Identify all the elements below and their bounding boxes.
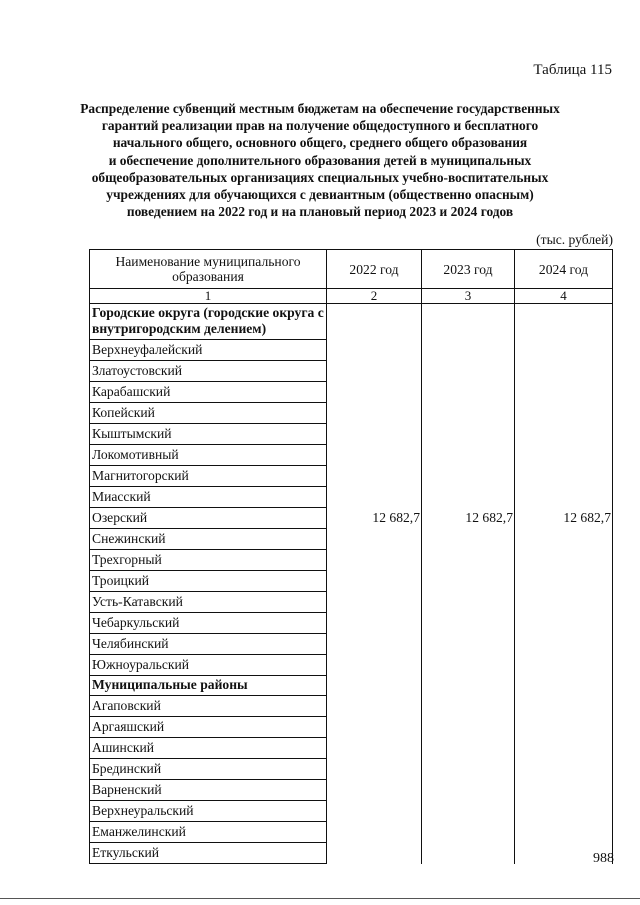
table-row bbox=[90, 759, 613, 780]
value-2022 bbox=[327, 696, 422, 717]
table-row bbox=[90, 445, 613, 466]
value-2024 bbox=[515, 634, 613, 655]
table-row bbox=[90, 655, 613, 676]
table-row bbox=[90, 738, 613, 759]
value-2022 bbox=[327, 759, 422, 780]
value-2022 bbox=[327, 571, 422, 592]
title-line: поведением на 2022 год и на плановый период 2023 и 2024 годов bbox=[126, 204, 514, 220]
table-row bbox=[90, 696, 613, 717]
column-number: 1 bbox=[90, 289, 327, 304]
value-2024 bbox=[515, 340, 613, 361]
title-line: Распределение субвенций местным бюджетам на обеспечение государственных bbox=[80, 101, 560, 116]
table-row bbox=[90, 529, 613, 550]
column-number: 2 bbox=[327, 289, 422, 304]
municipality-name: Южноуральский bbox=[90, 655, 327, 676]
value-2023 bbox=[422, 550, 515, 571]
header-row bbox=[90, 250, 613, 289]
value-2024 bbox=[515, 822, 613, 843]
municipality-name: Трехгорный bbox=[90, 550, 327, 571]
value-2023 bbox=[422, 382, 515, 403]
value-2022 bbox=[327, 738, 422, 759]
value-2023 bbox=[422, 676, 515, 696]
title-line: гарантий реализации прав на получение общедоступного и бесплатного bbox=[101, 118, 539, 134]
municipality-name: Еманжелинский bbox=[90, 822, 327, 843]
value-2023 bbox=[422, 780, 515, 801]
value-2022 bbox=[327, 550, 422, 571]
value-2023 bbox=[422, 424, 515, 445]
value-2023 bbox=[422, 822, 515, 843]
municipality-name: Брединский bbox=[90, 759, 327, 780]
table-label: Таблица 115 bbox=[533, 62, 612, 78]
value-2023 bbox=[422, 361, 515, 382]
value-2023 bbox=[422, 696, 515, 717]
value-2022: 12 682,7 bbox=[327, 508, 422, 529]
value-2022 bbox=[327, 801, 422, 822]
title-line: начального общего, основного общего, среднего общего образования bbox=[112, 135, 528, 151]
value-2022 bbox=[327, 466, 422, 487]
value-2024 bbox=[515, 529, 613, 550]
municipality-name: Локомотивный bbox=[90, 445, 327, 466]
municipality-name: Челябинский bbox=[90, 634, 327, 655]
value-2022 bbox=[327, 613, 422, 634]
value-2022 bbox=[327, 592, 422, 613]
table-row bbox=[90, 466, 613, 487]
value-2022 bbox=[327, 822, 422, 843]
table-row bbox=[90, 634, 613, 655]
value-2022 bbox=[327, 529, 422, 550]
value-2024 bbox=[515, 592, 613, 613]
value-2022 bbox=[327, 445, 422, 466]
municipality-name: Агаповский bbox=[90, 696, 327, 717]
municipality-name: Озерский bbox=[90, 508, 327, 529]
municipality-name: Снежинский bbox=[90, 529, 327, 550]
table-row bbox=[90, 361, 613, 382]
table-head bbox=[90, 250, 613, 304]
value-2024 bbox=[515, 801, 613, 822]
subvention-table bbox=[89, 249, 613, 864]
value-2022 bbox=[327, 382, 422, 403]
value-2024 bbox=[515, 466, 613, 487]
table-body bbox=[90, 304, 613, 864]
title-line: учреждениях для обучающихся с девиантным (общественно опасным) bbox=[106, 187, 534, 203]
page-bottom-rule bbox=[0, 898, 640, 899]
value-2024 bbox=[515, 424, 613, 445]
document-title bbox=[80, 100, 560, 220]
value-2023 bbox=[422, 738, 515, 759]
table-row bbox=[90, 424, 613, 445]
table-row bbox=[90, 571, 613, 592]
value-2022 bbox=[327, 780, 422, 801]
value-2022 bbox=[327, 717, 422, 738]
value-2022 bbox=[327, 340, 422, 361]
value-2023 bbox=[422, 613, 515, 634]
value-2023 bbox=[422, 655, 515, 676]
group-row bbox=[90, 676, 613, 696]
value-2023 bbox=[422, 529, 515, 550]
value-2022 bbox=[327, 403, 422, 424]
municipality-name: Еткульский bbox=[90, 843, 327, 864]
value-2023: 12 682,7 bbox=[422, 508, 515, 529]
municipality-name: Магнитогорский bbox=[90, 466, 327, 487]
table-row bbox=[90, 613, 613, 634]
table-row bbox=[90, 403, 613, 424]
value-2024 bbox=[515, 361, 613, 382]
table-row bbox=[90, 508, 613, 529]
value-2024: 12 682,7 bbox=[515, 508, 613, 529]
municipality-name: Чебаркульский bbox=[90, 613, 327, 634]
value-2024 bbox=[515, 655, 613, 676]
municipality-name: Усть-Катавский bbox=[90, 592, 327, 613]
value-2023 bbox=[422, 445, 515, 466]
value-2023 bbox=[422, 759, 515, 780]
value-2023 bbox=[422, 634, 515, 655]
municipality-name: Ашинский bbox=[90, 738, 327, 759]
value-2022 bbox=[327, 843, 422, 864]
value-2022 bbox=[327, 361, 422, 382]
header-2022: 2022 год bbox=[327, 250, 422, 289]
value-2024 bbox=[515, 717, 613, 738]
table-row bbox=[90, 340, 613, 361]
value-2022 bbox=[327, 676, 422, 696]
value-2024 bbox=[515, 738, 613, 759]
value-2023 bbox=[422, 843, 515, 864]
title-line: общеобразовательных организациях специальных учебно-воспитательных bbox=[91, 169, 549, 185]
title-line: и обеспечение дополнительного образования детей в муниципальных bbox=[108, 152, 532, 168]
municipality-name: Миасский bbox=[90, 487, 327, 508]
value-2024 bbox=[515, 676, 613, 696]
table-row bbox=[90, 550, 613, 571]
municipality-name: Верхнеуфалейский bbox=[90, 340, 327, 361]
value-2024 bbox=[515, 696, 613, 717]
value-2022 bbox=[327, 304, 422, 340]
value-2023 bbox=[422, 304, 515, 340]
column-number: 4 bbox=[515, 289, 613, 304]
value-2024 bbox=[515, 571, 613, 592]
value-2023 bbox=[422, 466, 515, 487]
municipality-name: Варненский bbox=[90, 780, 327, 801]
table-row bbox=[90, 487, 613, 508]
table-row bbox=[90, 382, 613, 403]
value-2022 bbox=[327, 424, 422, 445]
value-2024 bbox=[515, 780, 613, 801]
table-row bbox=[90, 717, 613, 738]
municipality-name: Кыштымский bbox=[90, 424, 327, 445]
value-2023 bbox=[422, 571, 515, 592]
group-name: Муниципальные районы bbox=[90, 676, 327, 696]
table-row bbox=[90, 822, 613, 843]
value-2024 bbox=[515, 759, 613, 780]
value-2023 bbox=[422, 592, 515, 613]
municipality-name: Копейский bbox=[90, 403, 327, 424]
column-number: 3 bbox=[422, 289, 515, 304]
units-label: (тыс. рублей) bbox=[536, 232, 613, 247]
municipality-name: Златоустовский bbox=[90, 361, 327, 382]
value-2024 bbox=[515, 304, 613, 340]
value-2024 bbox=[515, 550, 613, 571]
table-row bbox=[90, 780, 613, 801]
column-number-row bbox=[90, 289, 613, 304]
table-row bbox=[90, 843, 613, 864]
value-2024 bbox=[515, 403, 613, 424]
header-municipality: Наименование муниципального образования bbox=[90, 250, 327, 289]
table-row bbox=[90, 592, 613, 613]
value-2023 bbox=[422, 801, 515, 822]
page-number: 988 bbox=[593, 851, 614, 866]
municipality-name: Троицкий bbox=[90, 571, 327, 592]
value-2024 bbox=[515, 487, 613, 508]
value-2023 bbox=[422, 340, 515, 361]
value-2022 bbox=[327, 655, 422, 676]
value-2022 bbox=[327, 634, 422, 655]
municipality-name: Аргаяшский bbox=[90, 717, 327, 738]
group-row bbox=[90, 304, 613, 340]
value-2024 bbox=[515, 613, 613, 634]
value-2023 bbox=[422, 403, 515, 424]
header-2023: 2023 год bbox=[422, 250, 515, 289]
municipality-name: Карабашский bbox=[90, 382, 327, 403]
value-2022 bbox=[327, 487, 422, 508]
header-2024: 2024 год bbox=[515, 250, 613, 289]
table-row bbox=[90, 801, 613, 822]
value-2023 bbox=[422, 717, 515, 738]
municipality-name: Верхнеуральский bbox=[90, 801, 327, 822]
value-2024 bbox=[515, 445, 613, 466]
value-2023 bbox=[422, 487, 515, 508]
group-name: Городские округа (городские округа с внутригородским делением) bbox=[90, 304, 327, 340]
value-2024 bbox=[515, 382, 613, 403]
